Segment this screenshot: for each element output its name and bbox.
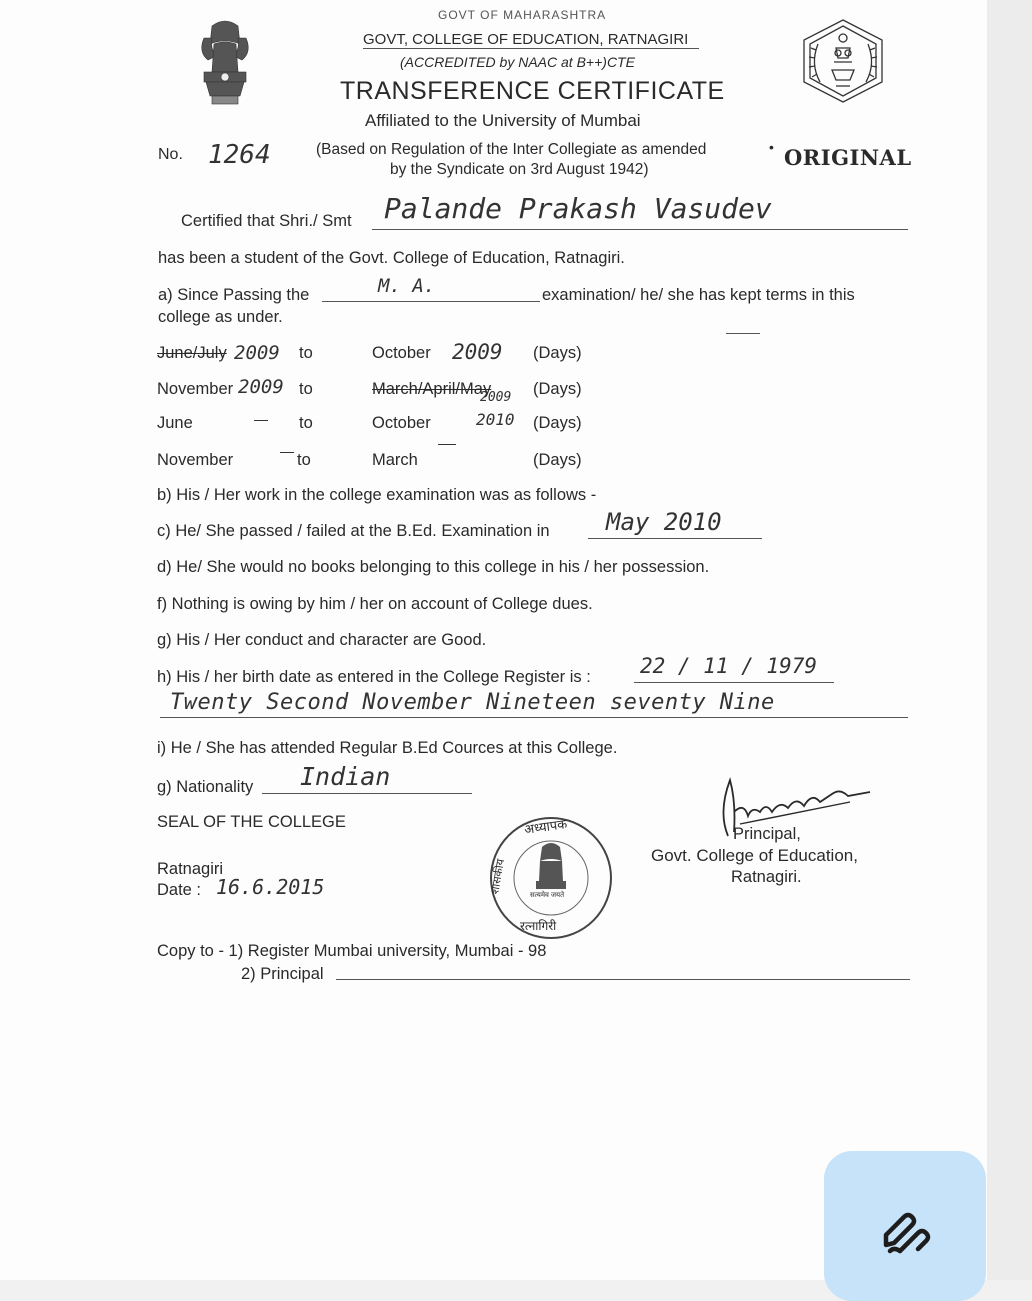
term-days: (Days) xyxy=(533,414,582,432)
seal-text-left: शासकीय xyxy=(489,858,508,896)
dash-mark xyxy=(254,420,268,421)
term-to-word: to xyxy=(297,451,311,469)
clause-g: g) His / Her conduct and character are Good. xyxy=(157,631,487,649)
viewer-edge xyxy=(987,0,1032,1280)
term-days: (Days) xyxy=(533,344,582,362)
term-to: October xyxy=(372,414,431,432)
term-to-word: to xyxy=(299,414,313,432)
term-to-year: 2010 xyxy=(476,410,515,429)
copy-type-label: ORIGINAL xyxy=(784,145,912,170)
pencil-edit-icon xyxy=(878,1205,934,1261)
original-dot: • xyxy=(769,139,774,155)
term-from: June xyxy=(157,414,193,432)
birth-words-underline xyxy=(160,717,908,718)
term-to: March xyxy=(372,451,418,469)
clause-d: d) He/ She would no books belonging to this college in his / her possession. xyxy=(157,558,710,576)
clause-f: f) Nothing is owing by him / her on account of College dues. xyxy=(157,595,593,613)
clause-h: h) His / her birth date as entered in the College Register is : xyxy=(157,668,591,686)
stray-mark xyxy=(726,333,760,334)
birth-date-underline xyxy=(634,682,834,683)
college-logo-icon xyxy=(796,14,890,108)
place: Ratnagiri xyxy=(157,860,224,878)
certificate-number: 1264 xyxy=(208,140,271,170)
dash-mark xyxy=(280,452,294,453)
principal-underline xyxy=(336,979,910,980)
passing-suffix-2: college as under. xyxy=(158,308,283,326)
accreditation-text: (ACCREDITED by NAAC at B++)CTE xyxy=(400,54,635,70)
date-label: Date : xyxy=(157,881,202,899)
regulation-line-2: by the Syndicate on 3rd August 1942) xyxy=(390,161,649,178)
college-seal xyxy=(488,815,614,941)
passing-prefix: a) Since Passing the xyxy=(158,286,310,304)
affiliation-text: Affiliated to the University of Mumbai xyxy=(365,111,641,130)
passing-suffix: examination/ he/ she has kept terms in this xyxy=(542,286,855,304)
college-name-underline xyxy=(363,48,699,49)
term-from: June/July xyxy=(157,344,227,362)
nationality-underline xyxy=(262,793,472,794)
birth-date-words: Twenty Second November Nineteen seventy Nine xyxy=(170,690,775,715)
exam-underline xyxy=(322,301,540,302)
copy-to-1: Copy to - 1) Register Mumbai university, Mumbai - 98 xyxy=(157,942,547,960)
passed-exam: M. A. xyxy=(378,275,436,297)
govt-line: GOVT OF MAHARASHTRA xyxy=(438,8,607,22)
clause-c: c) He/ She passed / failed at the B.Ed. Examination in xyxy=(157,522,550,540)
seal-label: SEAL OF THE COLLEGE xyxy=(157,813,346,831)
issue-date: 16.6.2015 xyxy=(216,875,325,899)
term-from-year: 2009 xyxy=(238,376,284,398)
signatory-title: Principal, xyxy=(733,825,801,843)
certificate-title: TRANSFERENCE CERTIFICATE xyxy=(340,77,725,105)
student-line: has been a student of the Govt. College of Education, Ratnagiri. xyxy=(158,249,625,267)
certificate-no-label: No. xyxy=(158,146,183,163)
edit-fab-button[interactable] xyxy=(824,1151,986,1301)
national-emblem-icon xyxy=(190,16,260,108)
college-name: GOVT, COLLEGE OF EDUCATION, RATNAGIRI xyxy=(363,31,689,48)
term-to-year: 2009 xyxy=(480,390,512,405)
clause-i: i) He / She has attended Regular B.Ed Cources at this College. xyxy=(157,739,618,757)
copy-to-2: 2) Principal xyxy=(241,965,324,983)
name-underline xyxy=(372,229,908,230)
exam-date-underline xyxy=(588,538,762,539)
term-days: (Days) xyxy=(533,451,582,469)
term-to-year: 2009 xyxy=(452,340,503,364)
term-to-word: to xyxy=(299,380,313,398)
term-to-word: to xyxy=(299,344,313,362)
dash-mark xyxy=(438,444,456,445)
seal-motto: सत्यमेव जयते xyxy=(530,892,565,899)
signatory-place: Ratnagiri. xyxy=(731,868,802,886)
term-to: October xyxy=(372,344,431,362)
birth-date: 22 / 11 / 1979 xyxy=(640,654,818,678)
clause-b: b) His / Her work in the college examination was as follows - xyxy=(157,486,597,504)
term-from: November xyxy=(157,380,234,398)
term-from: November xyxy=(157,451,234,469)
student-name: Palande Prakash Vasudev xyxy=(384,192,772,225)
term-to: March/April/May xyxy=(372,380,492,398)
seal-text-bottom: रत्नागिरी xyxy=(520,919,557,933)
nationality-label: g) Nationality xyxy=(157,778,254,796)
exam-passed-date: May 2010 xyxy=(606,508,722,536)
nationality-value: Indian xyxy=(300,762,391,791)
seal-text-top: अध्यापक xyxy=(523,816,569,837)
regulation-line-1: (Based on Regulation of the Inter Collegiate as amended xyxy=(316,141,707,158)
signatory-org: Govt. College of Education, xyxy=(651,846,858,865)
term-from-year: 2009 xyxy=(234,342,280,364)
term-days: (Days) xyxy=(533,380,582,398)
certified-prefix: Certified that Shri./ Smt xyxy=(181,212,352,230)
